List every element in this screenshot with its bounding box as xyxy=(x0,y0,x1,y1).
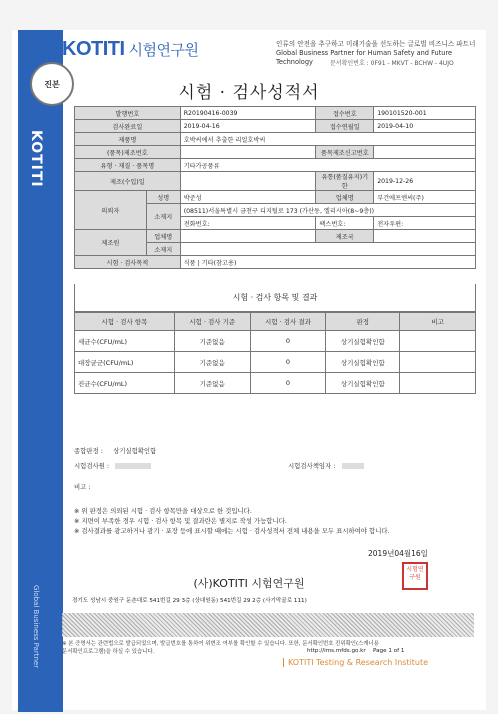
product-label: 제품명 xyxy=(75,133,181,146)
test-standard: 기준없음 xyxy=(174,352,250,373)
type-value: 기타가공품류 xyxy=(180,159,475,172)
test-standard: 기준없음 xyxy=(174,331,250,352)
judgement-value: 상기실험확인함 xyxy=(113,447,157,455)
item-no-label: (품목)제조번호 xyxy=(75,146,181,159)
note-line: ※ 위 판정은 의뢰된 시험 · 검사 항목만을 대상으로 한 것입니다. xyxy=(74,507,252,515)
expiry-label: 유통(품질유지)기한 xyxy=(316,172,374,191)
page-number: Page 1 of 1 xyxy=(373,648,405,654)
institute-address: 경기도 성남시 중원구 둔촌대로 541번길 29 3층 (상대원동) 541번길 29 2층 (사기막골로 111) xyxy=(72,598,307,604)
tester-label: 시험검사원 : xyxy=(74,462,110,470)
tester xyxy=(74,461,151,470)
client-address: (08511)서울특별시 금천구 디지털로 173 (가산동, 엘리시아(8~9층)) xyxy=(180,204,475,217)
mfr-country-label: 제조국 xyxy=(316,230,374,243)
issue-date: 2019년04월16일 xyxy=(368,549,428,558)
mfg-date xyxy=(180,172,316,191)
client-company-label: 업체명 xyxy=(316,191,374,204)
page-title: 시험 · 검사성적서 xyxy=(178,83,320,103)
mfr-address xyxy=(180,243,475,256)
purpose-label: 시험 · 검사목적 xyxy=(75,256,181,269)
expiry-date: 2019-12-26 xyxy=(374,172,476,191)
results-heading: 시험 · 검사 항목 및 결과 xyxy=(74,284,476,312)
info-table xyxy=(74,106,476,269)
test-judgement: 상기실험확인함 xyxy=(326,373,400,394)
mfr-address-label: 소재지 xyxy=(146,243,180,256)
sidebar-tagline: Global Business Partner xyxy=(32,585,40,669)
manager-label: 시험검사책임자 : xyxy=(288,462,336,470)
test-result: 0 xyxy=(250,352,326,373)
mfr-company xyxy=(180,230,316,243)
table-row xyxy=(75,352,476,373)
redacted-name xyxy=(115,463,151,469)
verify-url[interactable]: http://ims.mfds.go.kr xyxy=(307,648,366,654)
test-judgement: 상기실험확인함 xyxy=(326,352,400,373)
receipt-no-label: 접수번호 xyxy=(316,107,374,120)
phone-cell xyxy=(180,217,316,230)
test-remark xyxy=(400,373,476,394)
test-result: 0 xyxy=(250,373,326,394)
test-standard: 기준없음 xyxy=(174,373,250,394)
mfr-country xyxy=(374,230,476,243)
test-remark xyxy=(400,331,476,352)
judgement-label: 종합판정 : xyxy=(74,447,103,455)
email-label: 전자우편: xyxy=(377,220,404,228)
note-line: ※ 지면이 부족한 경우 시험 · 검사 항목 및 결과란은 별지로 작성 가능합니다. xyxy=(74,517,287,525)
item-no xyxy=(180,146,316,159)
product-name: 호박씨에서 추출한 리얼호박씨 xyxy=(180,133,475,146)
institute-name: (사)KOTITI 시험연구원 xyxy=(193,577,305,590)
verification-note: ※ 본 증명서는 관련법으로 발급되었으며, 발급번호를 통하여 위변조 여부를 확인할 수 있습니다. 또한, 문서확인번호 진위확인(스캐너용 문서확인프로그램)을 하실 수 있습니다. xyxy=(62,641,379,655)
redacted-name xyxy=(342,463,364,469)
test-item: 세균수(CFU/mL) xyxy=(75,331,175,352)
slogan-en: Global Business Partner for Human Safety and Future Technology xyxy=(276,49,453,66)
receipt-no: 190101520-001 xyxy=(374,107,476,120)
column-header: 시험 · 검사 기준 xyxy=(174,313,250,331)
manufacturer-label: 제조원 xyxy=(75,230,147,256)
type-label: 유형 · 재질 · 품목명 xyxy=(75,159,181,172)
report-no-label: 품목제조신고번호 xyxy=(316,146,374,159)
overall-judgement xyxy=(74,446,156,455)
kotiti-logo xyxy=(62,38,199,61)
table-row xyxy=(75,373,476,394)
column-header: 시험 · 검사 결과 xyxy=(250,313,326,331)
client-company: 부건에프엔씨(주) xyxy=(374,191,476,204)
purpose-value: 식품 | 기타(참고용) xyxy=(180,256,475,269)
notes xyxy=(74,506,474,536)
remark-label: 비고 : xyxy=(74,483,91,491)
issue-no-label: 발행번호 xyxy=(75,107,181,120)
results-table xyxy=(74,312,476,394)
seal-text: 진본 xyxy=(44,79,60,89)
test-item: 대장균군(CFU/mL) xyxy=(75,352,175,373)
test-judgement: 상기실험확인함 xyxy=(326,331,400,352)
receipt-date: 2019-04-10 xyxy=(374,120,476,133)
fax-label: 팩스번호: xyxy=(319,220,346,228)
fax-cell xyxy=(316,217,374,230)
client-name: 박준성 xyxy=(180,191,316,204)
client-name-label: 성명 xyxy=(146,191,180,204)
client-address-label: 소재지 xyxy=(146,204,180,230)
mfr-company-label: 업체명 xyxy=(146,230,180,243)
note-line: ※ 검사결과를 광고하거나 광기 · 포장 등에 표시할 때에는 시험 · 검사성적서 전체 내용을 모두 표시하여야 합니다. xyxy=(74,527,390,535)
test-result: 0 xyxy=(250,331,326,352)
logo-text: KOTITI xyxy=(62,38,125,60)
sidebar-band xyxy=(18,30,63,712)
slogan-kr: 인류의 안전을 추구하고 미래기술을 선도하는 글로벌 비즈니스 파트너 xyxy=(276,40,476,48)
column-header: 시험 · 검사 항목 xyxy=(75,313,175,331)
client-label: 의뢰자 xyxy=(75,191,147,230)
sidebar-logo: KOTITI xyxy=(28,130,44,188)
institute-stamp: 시험연구원 xyxy=(402,562,428,590)
column-header: 판정 xyxy=(326,313,400,331)
test-item: 진균수(CFU/mL) xyxy=(75,373,175,394)
test-remark xyxy=(400,352,476,373)
issue-no: R20190416-0039 xyxy=(180,107,316,120)
bottom-logo: KOTITI Testing & Research Institute xyxy=(283,658,428,667)
report-no xyxy=(374,146,476,159)
receipt-date-label: 접수연월일 xyxy=(316,120,374,133)
security-pattern xyxy=(62,613,474,637)
complete-date: 2019-04-16 xyxy=(180,120,316,133)
manager xyxy=(288,461,364,470)
logo-kr-text: 시험연구원 xyxy=(128,42,199,59)
doc-confirm-code: 문서확인번호 : 0F91 - MKVT - BCHW - 4UJO xyxy=(330,60,454,67)
table-row xyxy=(75,331,476,352)
email-cell xyxy=(374,217,476,230)
complete-date-label: 검사완료일 xyxy=(75,120,181,133)
column-header: 비고 xyxy=(400,313,476,331)
phone-label: 전화번호: xyxy=(183,220,210,228)
mfg-date-label: 제조(수입)일 xyxy=(75,172,181,191)
